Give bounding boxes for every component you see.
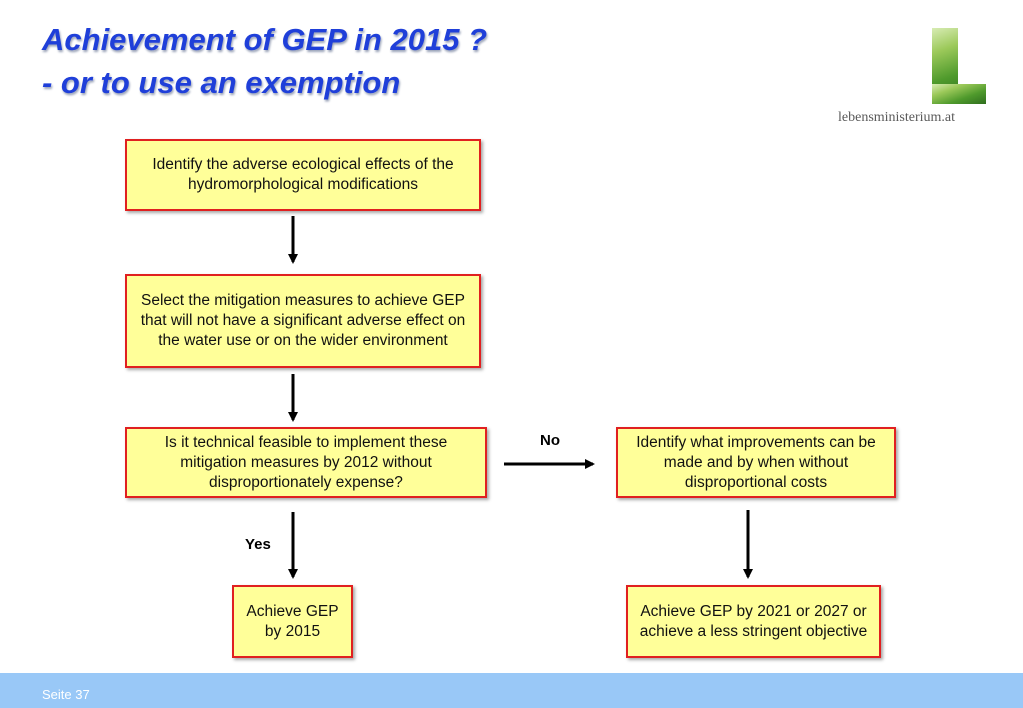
label-yes: Yes: [245, 536, 271, 553]
step-achieve-gep-later: Achieve GEP by 2021 or 2027 or achieve a less stringent objective: [626, 585, 881, 658]
title-line-1: Achievement of GEP in 2015 ?: [42, 22, 488, 57]
footer-bar: [0, 673, 1023, 708]
logo-text: lebensministerium.at: [838, 110, 956, 125]
step-achieve-gep-2015: Achieve GEP by 2015: [232, 585, 353, 658]
page-number: Seite 37: [42, 687, 90, 702]
step-select-measures: Select the mitigation measures to achieve GEP that will not have a significant adverse effect on the water use or on the wider environment: [125, 274, 481, 368]
label-no: No: [540, 432, 560, 449]
step-feasibility-question: Is it technical feasible to implement these mitigation measures by 2012 without disproportionately expense?: [125, 427, 487, 498]
step-identify-improvements: Identify what improvements can be made and by when without disproportional costs: [616, 427, 896, 498]
step-identify-effects: Identify the adverse ecological effects of the hydromorphological modifications: [125, 139, 481, 211]
title-line-2: - or to use an exemption: [42, 65, 401, 100]
